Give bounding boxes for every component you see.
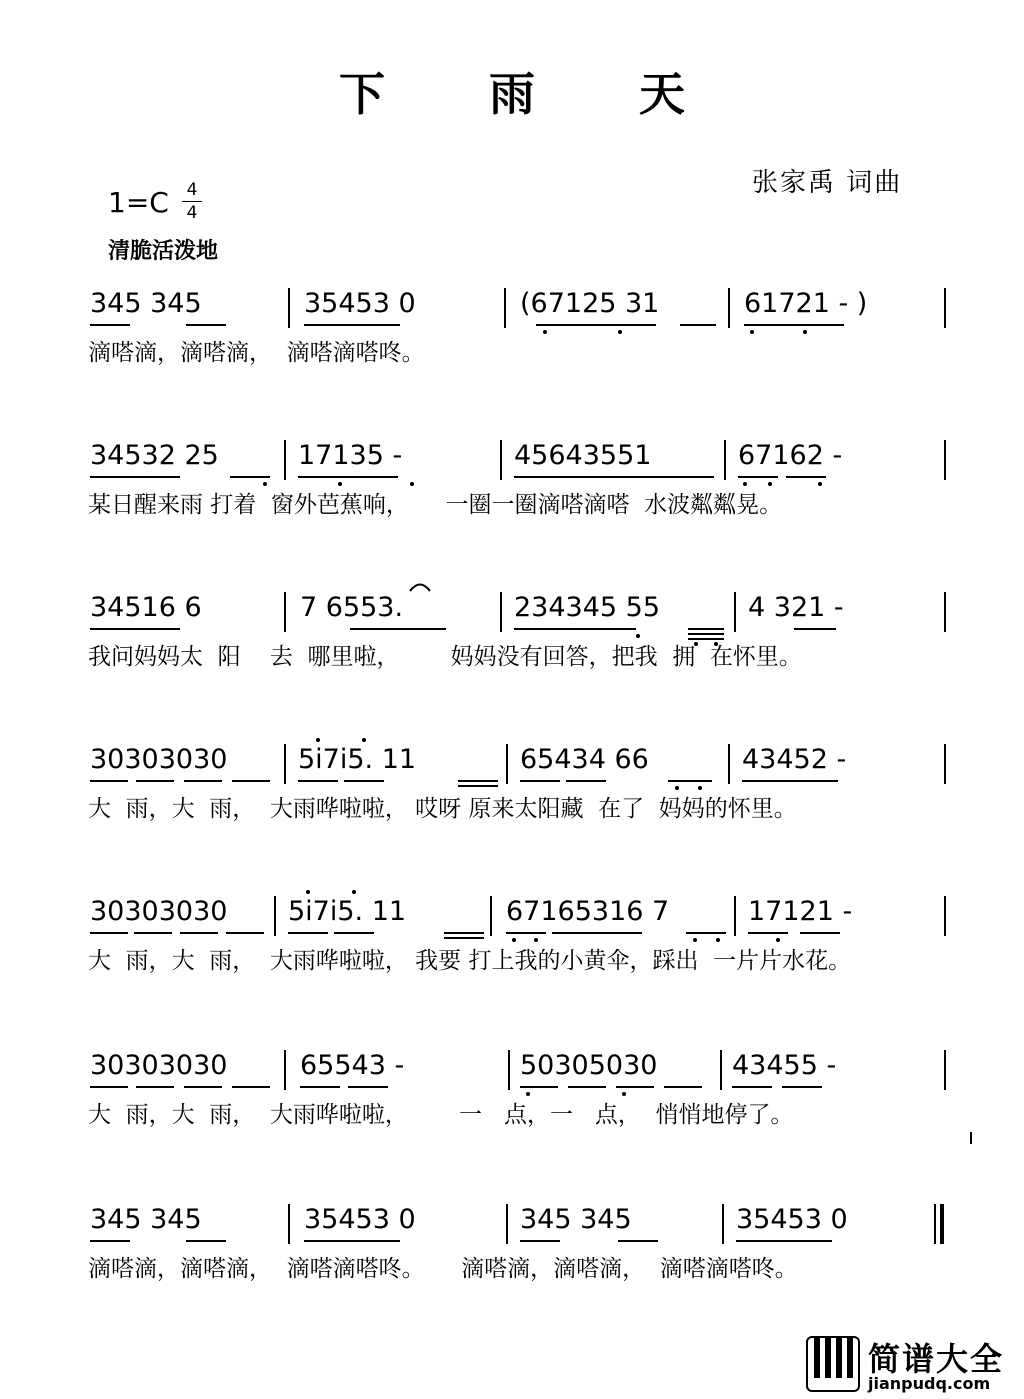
lyric-line: 滴嗒滴，滴嗒滴， 滴嗒滴嗒咚。 <box>88 340 425 366</box>
underline <box>90 1240 130 1242</box>
final-bar-line <box>940 1204 944 1244</box>
underline <box>184 780 222 782</box>
bar-line <box>288 1204 290 1244</box>
bar-line <box>490 896 492 936</box>
underline <box>514 628 636 630</box>
underline <box>688 638 724 640</box>
measure: 30303030 <box>90 896 228 927</box>
low-octave-dot <box>693 938 697 942</box>
bar-line <box>504 288 506 328</box>
underline <box>300 1086 340 1088</box>
underline <box>616 1086 654 1088</box>
measure: 65543 - <box>300 1050 405 1081</box>
piano-keys-icon <box>806 1336 860 1392</box>
site-logo <box>806 1334 1022 1396</box>
underline <box>618 1240 658 1242</box>
low-octave-dot <box>716 938 720 942</box>
measure: 43455 - <box>732 1050 837 1081</box>
measure: 30303030 <box>90 1050 228 1081</box>
bar-line <box>934 1204 936 1244</box>
measure: 43452 - <box>742 744 847 775</box>
low-octave-dot <box>618 330 622 334</box>
measure: 35453 0 <box>304 288 416 319</box>
low-octave-dot <box>534 938 538 942</box>
underline <box>186 324 226 326</box>
low-octave-dot <box>512 938 516 942</box>
score-system <box>88 1048 948 1158</box>
underline <box>186 1240 226 1242</box>
underline <box>458 785 498 787</box>
underline <box>226 932 264 934</box>
meter-top: 4 <box>186 180 198 200</box>
underline <box>744 324 844 326</box>
measure: 345 345 <box>90 288 202 319</box>
measure: 35453 0 <box>736 1204 848 1235</box>
low-octave-dot <box>622 1092 626 1096</box>
measure: 34516 6 <box>90 592 202 623</box>
bar-line <box>944 896 946 936</box>
score-system <box>88 742 948 852</box>
underline <box>348 1086 388 1088</box>
low-octave-dot <box>803 330 807 334</box>
tie-arc <box>408 580 432 592</box>
time-signature <box>182 180 202 223</box>
score-system <box>88 894 948 1004</box>
meter-bottom: 4 <box>186 203 198 223</box>
underline <box>736 1240 832 1242</box>
bar-line <box>944 1050 946 1090</box>
high-octave-dot <box>352 890 356 894</box>
lyric-line: 滴嗒滴，滴嗒滴， 滴嗒滴嗒咚。 滴嗒滴，滴嗒滴， 滴嗒滴嗒咚。 <box>88 1256 798 1282</box>
underline <box>304 1240 400 1242</box>
measure: 17121 - <box>748 896 853 927</box>
notation-row <box>88 1048 948 1100</box>
notation-row <box>88 438 948 490</box>
underline <box>444 932 484 934</box>
underline <box>334 932 374 934</box>
underline <box>344 780 384 782</box>
underline <box>520 780 560 782</box>
bar-line <box>728 288 730 328</box>
underline <box>748 932 788 934</box>
measure: 7 6553. <box>300 592 404 623</box>
measure: 345 345 <box>520 1204 632 1235</box>
measure: (67125 31 <box>520 288 660 319</box>
measure: 5i7i5. 11 <box>288 896 407 927</box>
low-octave-dot <box>675 786 679 790</box>
underline <box>90 780 128 782</box>
high-octave-dot <box>316 738 320 742</box>
bar-line <box>284 744 286 784</box>
underline <box>520 1240 560 1242</box>
score-system <box>88 590 948 700</box>
underline <box>514 476 714 478</box>
underline <box>668 780 712 782</box>
low-octave-dot <box>338 482 342 486</box>
bar-line <box>500 440 502 480</box>
low-octave-dot <box>636 634 640 638</box>
lyric-line: 我问妈妈太 阳 去 哪里啦， 妈妈没有回答，把我 拥 在怀里。 <box>88 644 802 670</box>
bar-line <box>288 288 290 328</box>
lyric-line: 大 雨，大 雨， 大雨哗啦啦， 我要 打上我的小黄伞，踩出 一片片水花。 <box>88 948 852 974</box>
underline <box>288 932 328 934</box>
key-signature: 1=C <box>108 186 169 219</box>
underline <box>688 628 724 630</box>
underline <box>90 476 180 478</box>
logo-url: jianpudq.com <box>868 1374 991 1393</box>
logo-name: 简谱大全 <box>868 1340 1005 1378</box>
underline <box>90 932 128 934</box>
bar-line <box>944 440 946 480</box>
measure: 17135 - <box>298 440 403 471</box>
underline <box>506 932 546 934</box>
notation-row <box>88 742 948 794</box>
underline <box>232 780 270 782</box>
low-octave-dot <box>750 330 754 334</box>
underline <box>136 780 174 782</box>
low-octave-dot <box>543 330 547 334</box>
underline <box>232 1086 270 1088</box>
underline <box>568 1086 606 1088</box>
notation-row <box>88 894 948 946</box>
lyric-line: 某日醒来雨 打着 窗外芭蕉响， 一圈一圈滴嗒滴嗒 水波粼粼晃。 <box>88 492 783 518</box>
underline <box>134 932 172 934</box>
bar-line <box>284 1050 286 1090</box>
measure: 345 345 <box>90 1204 202 1235</box>
measure: 67165316 7 <box>506 896 670 927</box>
measure: 45643551 <box>514 440 652 471</box>
underline <box>90 628 180 630</box>
lyric-line: 大 雨，大 雨， 大雨哗啦啦， 哎呀 原来太阳藏 在了 妈妈的怀里。 <box>88 796 797 822</box>
measure: 234345 55 <box>514 592 661 623</box>
underline <box>298 476 398 478</box>
notation-row <box>88 286 948 338</box>
underline <box>732 1086 772 1088</box>
bar-line <box>284 592 286 632</box>
song-title: 下 雨 天 <box>338 67 730 121</box>
composer-credit: 张家禹 词曲 <box>752 168 903 198</box>
measure: 50305030 <box>520 1050 658 1081</box>
bar-line <box>944 288 946 328</box>
measure: 67162 - <box>738 440 843 471</box>
score-system <box>88 1202 948 1312</box>
underline <box>664 1086 702 1088</box>
underline <box>686 932 726 934</box>
underline <box>738 476 778 478</box>
underline <box>566 780 606 782</box>
stray-mark <box>970 1132 972 1144</box>
score-system <box>88 286 948 396</box>
underline <box>350 628 446 630</box>
meter-bar <box>182 201 202 202</box>
bar-line <box>506 744 508 784</box>
bar-line <box>500 592 502 632</box>
underline <box>536 324 656 326</box>
high-octave-dot <box>362 738 366 742</box>
bar-line <box>734 592 736 632</box>
underline <box>184 1086 222 1088</box>
bar-line <box>734 896 736 936</box>
measure: 30303030 <box>90 744 228 775</box>
measure: 65434 66 <box>520 744 649 775</box>
underline <box>680 324 716 326</box>
underline <box>230 476 270 478</box>
bar-line <box>728 744 730 784</box>
bar-line <box>724 440 726 480</box>
notation-row <box>88 1202 948 1254</box>
lyric-line: 大 雨，大 雨， 大雨哗啦啦， 一 点，一 点， 悄悄地停了。 <box>88 1102 794 1128</box>
underline <box>786 476 826 478</box>
measure: 35453 0 <box>304 1204 416 1235</box>
underline <box>298 780 338 782</box>
high-octave-dot <box>306 890 310 894</box>
bar-line <box>508 1050 510 1090</box>
low-octave-dot <box>526 1092 530 1096</box>
low-octave-dot <box>818 482 822 486</box>
low-octave-dot <box>776 938 780 942</box>
underline <box>742 780 838 782</box>
score-system <box>88 438 948 548</box>
underline <box>136 1086 174 1088</box>
measure: 34532 25 <box>90 440 219 471</box>
underline <box>520 1086 558 1088</box>
low-octave-dot <box>410 482 414 486</box>
low-octave-dot <box>263 482 267 486</box>
bar-line <box>944 592 946 632</box>
notation-row <box>88 590 948 642</box>
underline <box>782 1086 822 1088</box>
measure: 5i7i5. 11 <box>298 744 417 775</box>
underline <box>800 932 840 934</box>
tempo-marking: 清脆活泼地 <box>108 239 219 264</box>
bar-line <box>506 1204 508 1244</box>
underline <box>552 932 642 934</box>
low-octave-dot <box>768 482 772 486</box>
bar-line <box>284 440 286 480</box>
bar-line <box>274 896 276 936</box>
underline <box>794 628 836 630</box>
underline <box>444 937 484 939</box>
bar-line <box>722 1204 724 1244</box>
bar-line <box>720 1050 722 1090</box>
underline <box>90 1086 128 1088</box>
low-octave-dot <box>743 482 747 486</box>
underline <box>688 633 724 635</box>
underline <box>458 780 498 782</box>
underline <box>90 324 130 326</box>
underline <box>304 324 400 326</box>
underline <box>180 932 218 934</box>
measure: 61721 - ) <box>744 288 868 319</box>
low-octave-dot <box>698 786 702 790</box>
measure: 4 321 - <box>748 592 844 623</box>
bar-line <box>944 744 946 784</box>
